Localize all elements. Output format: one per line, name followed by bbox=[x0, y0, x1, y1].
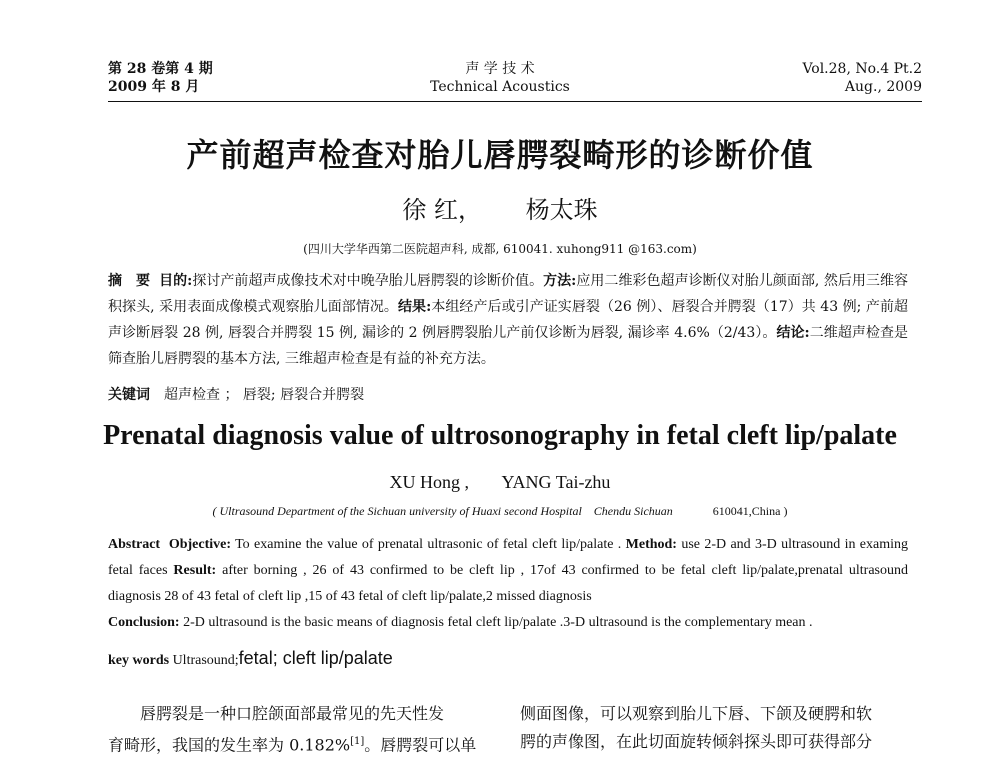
keywords-label-cn: 关键词 bbox=[108, 387, 150, 403]
conclusion-text-cn: 二维超声检查是筛查胎儿唇腭裂的基本方法, 三维超声检查是有益的补充方法。 bbox=[108, 325, 909, 367]
result-label-cn: 结果: bbox=[398, 299, 432, 315]
author-1-cn: 徐 红， bbox=[402, 196, 482, 224]
author-1-en: XU Hong , bbox=[389, 472, 470, 492]
method-label-en: Method: bbox=[625, 537, 677, 552]
affiliation-en-code: 610041,China ) bbox=[712, 504, 788, 518]
result-text-en: after borning , 26 of 43 confirmed to be cleft lip , 17of 43 confirmed to be fetal cleft lip/palate,prenatal ultrasound diagnosis 28 of 43 fetal of cleft lip ,15 of 43 fetal of cleft lip/palate,2 missed diagnosis bbox=[108, 563, 908, 604]
abstract-label-en: Abstract bbox=[108, 537, 161, 552]
paper-title-en: Prenatal diagnosis value of ultrosonography in fetal cleft lip/palate bbox=[103, 420, 897, 451]
authors-en bbox=[0, 472, 1000, 493]
body-left-line-2 bbox=[108, 728, 500, 759]
keywords-cn bbox=[108, 384, 364, 404]
method-text-en: use 2-D and 3-D ultrasound in examing fetal faces bbox=[108, 537, 909, 578]
result-label-en: Result: bbox=[173, 563, 217, 578]
keywords-en bbox=[108, 648, 393, 669]
keywords-text-cn: 超声检查 ； 唇裂; 唇裂合并腭裂 bbox=[164, 387, 365, 403]
journal-name-cn: 声 学 技 术 bbox=[465, 61, 535, 77]
objective-text-en: To examine the value of prenatal ultrasonic of fetal cleft lip/palate . bbox=[231, 537, 626, 552]
paper-title-cn: 产前超声检查对胎儿唇腭裂畸形的诊断价值 bbox=[186, 136, 814, 174]
header-rule bbox=[108, 101, 922, 102]
objective-text-cn: 探讨产前超声成像技术对中晚孕胎儿唇腭裂的诊断价值。 bbox=[192, 273, 544, 289]
authors-cn bbox=[0, 190, 1000, 225]
abstract-cn bbox=[108, 268, 908, 372]
citation-1[interactable]: [1] bbox=[350, 736, 365, 747]
volume-issue: 第 28 卷第 4 期 bbox=[108, 61, 213, 77]
keywords-label-en: key words bbox=[108, 653, 170, 668]
affiliation-en bbox=[0, 502, 1000, 519]
objective-label-en: Objective: bbox=[168, 537, 232, 552]
issue-date-cn: 2009 年 8 月 bbox=[108, 79, 200, 95]
author-2-en: YANG Tai-zhu bbox=[501, 472, 611, 492]
issue-date-en: Aug., 2009 bbox=[844, 79, 922, 95]
keywords-en-big: fetal; cleft lip/palate bbox=[238, 648, 393, 668]
objective-label-cn: 目的: bbox=[159, 273, 193, 289]
conclusion-label-en: Conclusion: bbox=[108, 615, 180, 630]
method-text-cn: 应用二维彩色超声诊断仪对胎儿颜面部, 然后用三维容积探头, 采用表面成像模式观察胎儿面部情况。 bbox=[108, 273, 908, 315]
conclusion-label-cn: 结论: bbox=[776, 325, 810, 341]
journal-name-en: Technical Acoustics bbox=[430, 79, 570, 95]
body-right-line-1: 侧面图像，可以观察到胎儿下唇、下颌及硬腭和软 bbox=[520, 704, 873, 723]
conclusion-text-en: 2-D ultrasound is the basic means of diagnosis fetal cleft lip/palate .3-D ultrasound is the complementary mean . bbox=[179, 615, 813, 630]
author-2-cn: 杨太珠 bbox=[525, 196, 598, 224]
result-text-cn: 本组经产后或引产证实唇裂（26 例）、唇裂合并腭裂（17）共 43 例; 产前超声诊断唇裂 28 例, 唇裂合并腭裂 15 例, 漏诊的 2 例唇腭裂胎儿产前仅诊断为唇裂, 漏诊率 4.6%（2/43）。 bbox=[108, 299, 909, 341]
body-right-line-2: 腭的声像图，在此切面旋转倾斜探头即可获得部分 bbox=[520, 732, 873, 751]
body-left-line-2a: 育畸形，我国的发生率为 0.182% bbox=[108, 735, 351, 755]
method-label-cn: 方法: bbox=[543, 273, 577, 289]
body-left-line-1: 唇腭裂是一种口腔颌面部最常见的先天性发 bbox=[140, 704, 445, 723]
body-left-line-2b: 。唇腭裂可以单 bbox=[364, 735, 477, 755]
body-column-right bbox=[520, 700, 912, 756]
affiliation-cn: (四川大学华西第二医院超声科, 成都, 610041. xuhong911 @163.com) bbox=[303, 242, 697, 256]
abstract-label-cn: 摘 要 bbox=[108, 273, 151, 289]
keywords-en-small: Ultrasound; bbox=[172, 653, 239, 668]
body-column-left bbox=[108, 700, 500, 759]
journal-volume-info-en bbox=[802, 60, 922, 96]
affiliation-en-text: ( Ultrasound Department of the Sichuan university of Huaxi second Hospital Chendu Sichuan bbox=[212, 504, 673, 518]
volume-issue-en: Vol.28, No.4 Pt.2 bbox=[802, 61, 922, 77]
abstract-en bbox=[108, 532, 908, 636]
